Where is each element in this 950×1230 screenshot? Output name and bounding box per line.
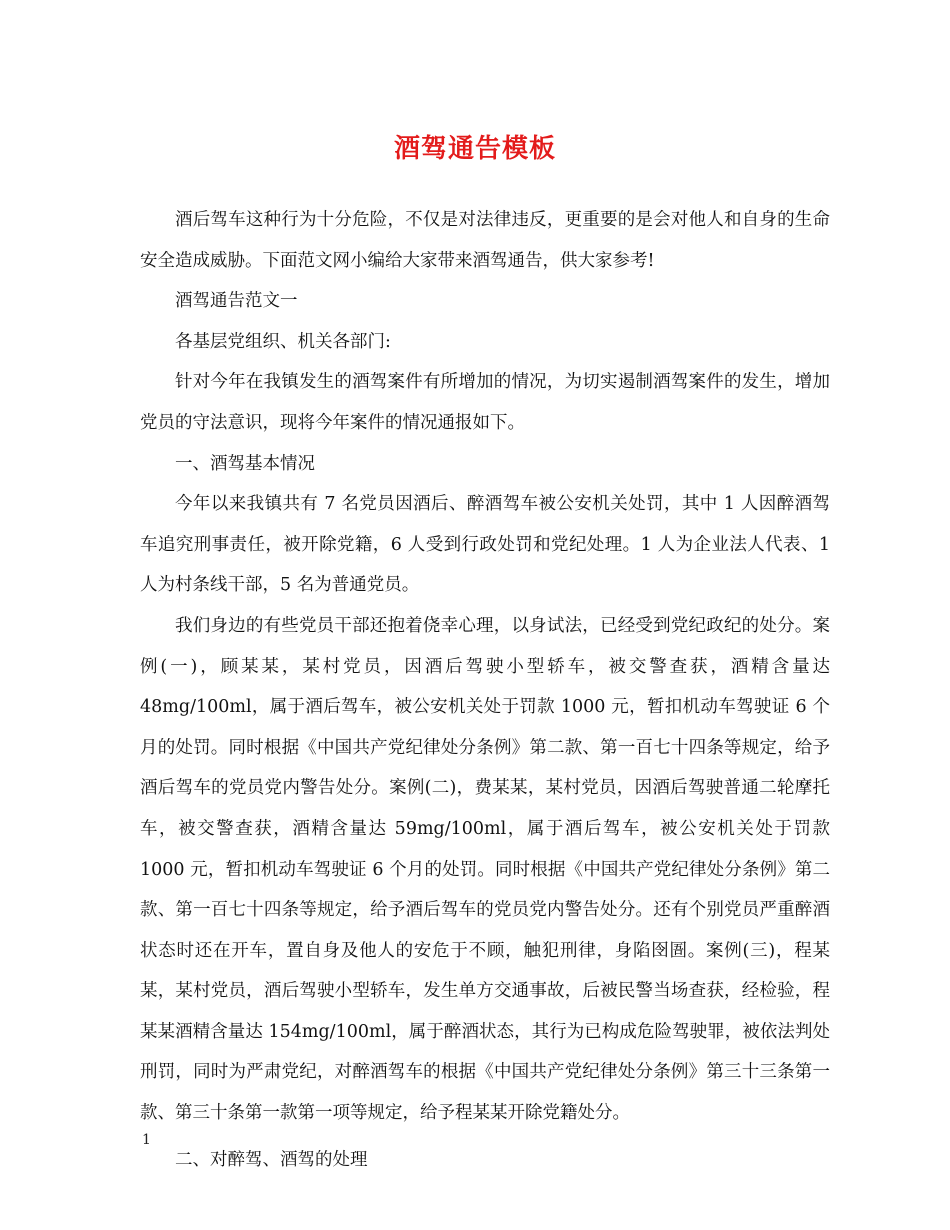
- paragraph-statistics: 今年以来我镇共有 7 名党员因酒后、醉酒驾车被公安机关处罚，其中 1 人因醉酒驾车追究刑事责任，被开除党籍，6 人受到行政处罚和党纪处理。1 人为企业法人代表、1 人为村条线干部，5 名为普通党员。: [140, 494, 830, 596]
- section-heading-2: 二、对醉驾、酒驾的处理: [175, 1149, 368, 1170]
- document-body: [140, 200, 830, 1180]
- section-heading-1: 一、酒驾基本情况: [175, 453, 315, 474]
- paragraph-sample-heading: 酒驾通告范文一: [175, 291, 298, 312]
- document-title: 酒驾通告模板: [393, 134, 556, 164]
- page-number: 1: [142, 1132, 151, 1148]
- paragraph-purpose: 针对今年在我镇发生的酒驾案件有所增加的情况，为切实遏制酒驾案件的发生，增加党员的守法意识，现将今年案件的情况通报如下。: [140, 372, 830, 433]
- paragraph-salutation: 各基层党组织、机关各部门:: [175, 331, 391, 352]
- paragraph-cases: 我们身边的有些党员干部还抱着侥幸心理，以身试法，已经受到党纪政纪的处分。案例(一)，顾某某，某村党员，因酒后驾驶小型轿车，被交警查获，酒精含量达 48mg/100ml，属于酒后驾车，被公安机关处于罚款 1000 元，暂扣机动车驾驶证 6 个月的处罚。同时根据《中国共产党纪律处分条例》第二款、第一百七十四条等规定，给予酒后驾车的党员党内警告处分。案例(二)，费某某，某村党员，因酒后驾驶普通二轮摩托车，被交警查获，酒精含量达 59mg/100ml，属于酒后驾车，被公安机关处于罚款 1000 元，暂扣机动车驾驶证 6 个月的处罚。同时根据《中国共产党纪律处分条例》第二款、第一百七十四条等规定，给予酒后驾车的党员党内警告处分。还有个别党员严重醉酒状态时还在开车，置自身及他人的安危于不顾，触犯刑律，身陷囹圄。案例(三)，程某某，某村党员，酒后驾驶小型轿车，发生单方交通事故，后被民警当场查获，经检验，程某某酒精含量达 154mg/100ml，属于醉酒状态，其行为已构成危险驾驶罪，被依法判处刑罚，同时为严肃党纪，对醉酒驾车的根据《中国共产党纪律处分条例》第三十三条第一款、第三十条第一款第一项等规定，给予程某某开除党籍处分。: [140, 615, 830, 1124]
- paragraph-intro: 酒后驾车这种行为十分危险，不仅是对法律违反，更重要的是会对他人和自身的生命安全造成威胁。下面范文网小编给大家带来酒驾通告，供大家参考!: [140, 210, 830, 271]
